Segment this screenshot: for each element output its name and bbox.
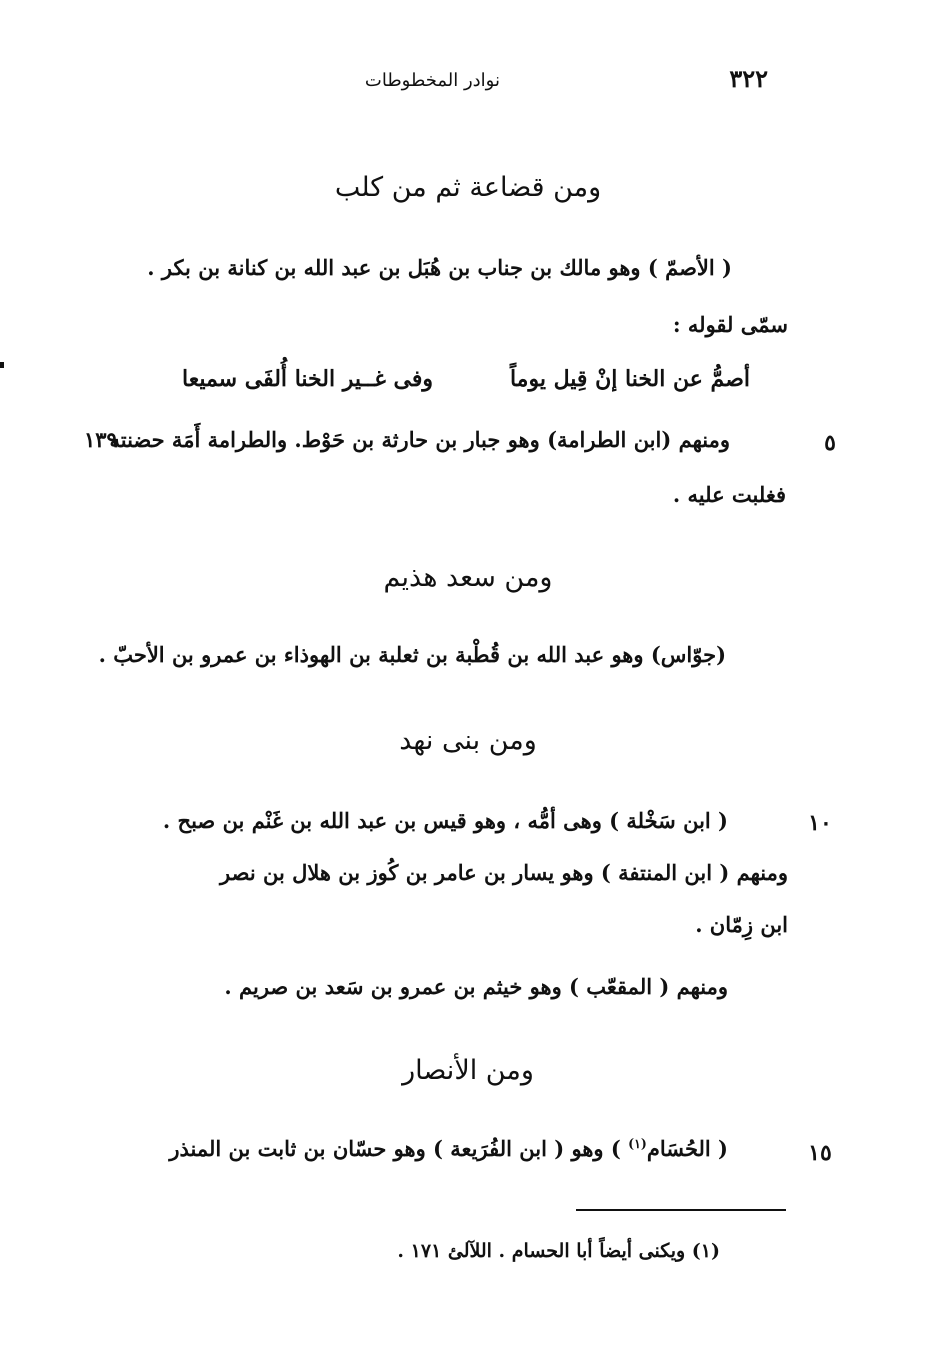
reference-number: ١٣٩ (84, 427, 118, 452)
nahd-line-1: ( ابن سَخْلة ) وهى أمُّه ، وهو قيس بن عبد الله بن غَنْم بن صبح . (162, 808, 728, 833)
line-number: ٥ (824, 430, 836, 456)
quda-line-4: ومنهم (ابن الطرامة) وهو جبار بن حارثة بن حَوْط. والطرامة أَمَة حضنته (109, 427, 730, 452)
saad-line-1: (جوّاس) وهو عبد الله بن قُطْبة بن ثعلبة بن الهوذاء بن عمرو بن الأحبّ . (98, 642, 726, 667)
line-number: ١٥ (808, 1140, 832, 1166)
quda-line-1: ( الأصمّ ) وهو مالك بن جناب بن هُبَل بن عبد الله بن كنانة بن بكر . (147, 255, 732, 280)
ansar-line-1-open: ( الحُسَام (646, 1136, 728, 1161)
footnote-marker: (١) (628, 1136, 647, 1151)
footnote-text: (١) ويكنى أيضاً أبا الحسام . اللآلئ ١٧١ . (397, 1240, 720, 1262)
footnote-divider (576, 1209, 786, 1211)
section-heading-nahd: ومن بنى نهد (399, 725, 537, 756)
nahd-line-3: ابن زِمّان . (695, 912, 788, 937)
quda-line-2: سمّى لقوله : (672, 312, 788, 337)
ansar-line-1 (169, 1136, 728, 1161)
margin-mark (0, 362, 4, 368)
section-heading-saad: ومن سعد هذيم (383, 562, 553, 593)
ansar-line-1-rest: ) وهو ( ابن الفُرَيعة ) وهو حسّان بن ثابت بن المنذر (169, 1136, 621, 1161)
running-title: نوادر المخطوطات (364, 70, 500, 91)
verse-second-hemistich: وفى غــير الخنا أُلفَى سميعا (182, 366, 434, 392)
quda-line-5: فغلبت عليه . (672, 482, 786, 507)
nahd-line-4: ومنهم ( المقعّب ) وهو خيثم بن عمرو بن سَعد بن صريم . (224, 974, 728, 999)
section-heading-quda: ومن قضاعة ثم من كلب (334, 172, 602, 203)
verse-first-hemistich: أصمُّ عن الخنا إنْ قِيل يوماً (509, 366, 750, 392)
page-number: ٣٢٢ (729, 64, 768, 93)
line-number: ١٠ (808, 810, 832, 836)
section-heading-ansar: ومن الأنصار (402, 1055, 534, 1086)
nahd-line-2: ومنهم ( ابن المنتفة ) وهو يسار بن عامر بن كُوز بن هلال بن نصر (220, 860, 788, 885)
